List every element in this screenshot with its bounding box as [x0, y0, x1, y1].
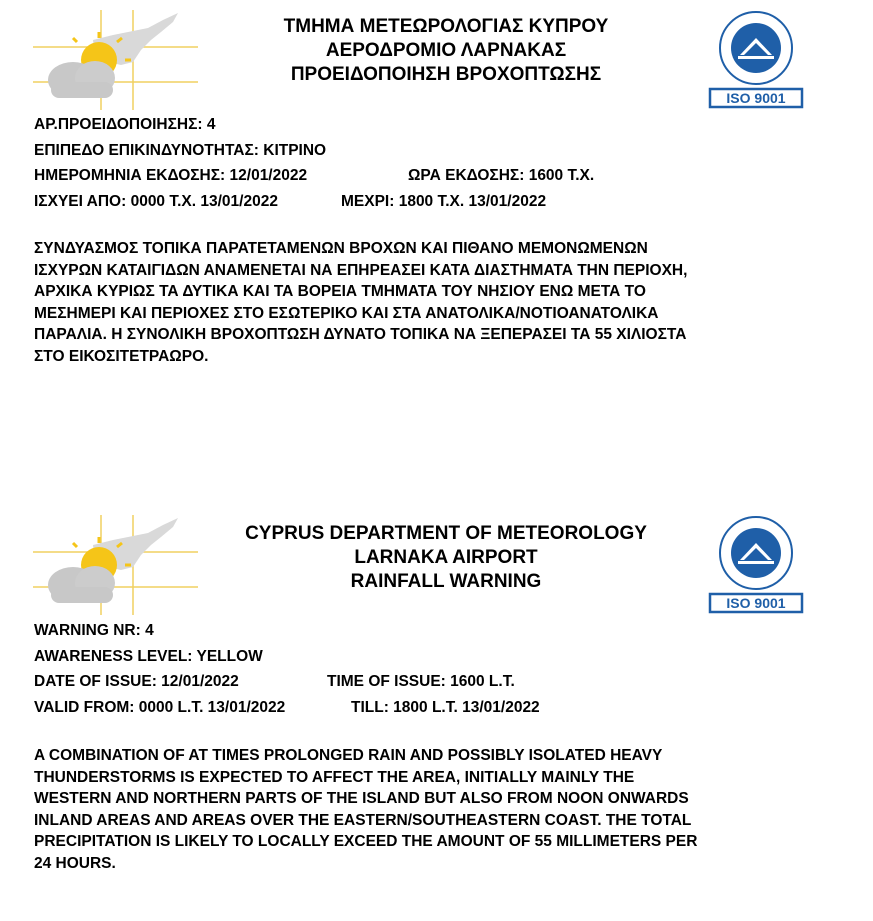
greek-text-line: ΣΥΝΔΥΑΣΜΟΣ ΤΟΠΙΚΑ ΠΑΡΑΤΕΤΑΜΕΝΩΝ ΒΡΟΧΩΝ ΚΑΙ ΠΙΘΑΝΟ ΜΕΜΟΝΩΜΕΝΩΝ: [34, 240, 648, 257]
greek-meta-block: [34, 112, 834, 214]
english-text-line: THUNDERSTORMS IS EXPECTED TO AFFECT THE AREA, INITIALLY MAINLY THE: [34, 768, 635, 786]
greek-date-of-issue: ΗΜΕΡΟΜΗΝΙΑ ΕΚΔΟΣΗΣ: 12/01/2022: [34, 167, 308, 184]
iso-certification-icon: [700, 515, 812, 615]
english-text-line: INLAND AREAS AND AREAS OVER THE EASTERN/SOUTHEASTERN COAST. THE TOTAL: [34, 811, 692, 829]
greek-warning-nr: ΑΡ.ΠΡΟΕΙΔΟΠΟΙΗΣΗΣ: 4: [34, 116, 216, 133]
greek-valid-from: ΙΣΧΥΕΙ ΑΠΟ: 0000 Τ.Χ. 13/01/2022: [34, 192, 278, 210]
greek-text-line: ΠΑΡΑΛΙΑ. Η ΣΥΝΟΛΙΚΗ ΒΡΟΧΟΠΤΩΣΗ ΔΥΝΑΤΟ ΤΟΠΙΚΑ ΝΑ ΞΕΠΕΡΑΣΕΙ ΤΑ 55 ΧΙΛΙΟΣΤΑ: [34, 326, 687, 343]
english-valid-till: TILL: 1800 L.T. 13/01/2022: [351, 698, 540, 716]
greek-awareness-level: ΕΠΙΠΕΔΟ ΕΠΙΚΙΝΔΥΝΟΤΗΤΑΣ: ΚΙΤΡΙΝΟ: [34, 141, 327, 159]
svg-text:ISO 9001: ISO 9001: [726, 90, 786, 106]
greek-time-of-issue: ΩΡΑ ΕΚΔΟΣΗΣ: 1600 Τ.Χ.: [408, 167, 595, 184]
greek-text-line: ΣΤΟ ΕΙΚΟΣΙΤΕΤΡΑΩΡΟ.: [34, 347, 209, 365]
svg-text:ISO 9001: ISO 9001: [726, 595, 786, 611]
greek-title-line-2: ΑΕΡΟΔΡΟΜΙΟ ΛΑΡΝΑΚΑΣ: [325, 40, 567, 61]
greek-warning-text: [34, 238, 824, 367]
greek-text-line: ΙΣΧΥΡΩΝ ΚΑΤΑΙΓΙΔΩΝ ΑΝΑΜΕΝΕΤΑΙ ΝΑ ΕΠΗΡΕΑΣΕΙ ΚΑΤΑ ΔΙΑΣΤΗΜΑΤΑ ΤΗΝ ΠΕΡΙΟΧΗ,: [34, 261, 688, 279]
english-title-line-3: RAINFALL WARNING: [350, 571, 542, 592]
english-warning-nr: WARNING NR: 4: [34, 622, 154, 639]
english-date-of-issue: DATE OF ISSUE: 12/01/2022: [34, 673, 239, 690]
english-title-block: [200, 522, 692, 594]
greek-valid-till: ΜΕΧΡΙ: 1800 Τ.Χ. 13/01/2022: [341, 192, 547, 210]
english-text-line: 24 HOURS.: [34, 854, 116, 872]
greek-title-line-3: ΠΡΟΕΙΔΟΠΟΙΗΣΗ ΒΡΟΧΟΠΤΩΣΗΣ: [290, 64, 602, 85]
greek-title-block: [200, 15, 692, 87]
greek-text-line: ΜΕΣΗΜΕΡΙ ΚΑΙ ΠΕΡΙΟΧΕΣ ΣΤΟ ΕΣΩΤΕΡΙΚΟ ΚΑΙ ΣΤΑ ΑΝΑΤΟΛΙΚΑ/ΝΟΤΙΟΑΝΑΤΟΛΙΚΑ: [34, 304, 659, 322]
english-valid-from: VALID FROM: 0000 L.T. 13/01/2022: [34, 698, 286, 716]
english-text-line: PRECIPITATION IS LIKELY TO LOCALLY EXCEED THE AMOUNT OF 55 MILLIMETERS PER: [34, 833, 698, 850]
cyprus-weather-logo-icon: [33, 10, 198, 110]
english-title-line-1: CYPRUS DEPARTMENT OF METEOROLOGY: [245, 523, 647, 544]
iso-certification-icon: [700, 10, 812, 110]
greek-text-line: ΑΡΧΙΚΑ ΚΥΡΙΩΣ ΤΑ ΔΥΤΙΚΑ ΚΑΙ ΤΑ ΒΟΡΕΙΑ ΤΜΗΜΑΤΑ ΤΟΥ ΝΗΣΙΟΥ ΕΝΩ ΜΕΤΑ ΤΟ: [34, 283, 646, 300]
english-awareness-level: AWARENESS LEVEL: YELLOW: [34, 647, 263, 665]
english-text-line: WESTERN AND NORTHERN PARTS OF THE ISLAND BUT ALSO FROM NOON ONWARDS: [34, 790, 689, 807]
english-warning-text: [34, 745, 824, 874]
cyprus-weather-logo-icon: [33, 515, 198, 615]
english-title-line-2: LARNAKA AIRPORT: [354, 547, 538, 568]
greek-title-line-1: ΤΜΗΜΑ ΜΕΤΕΩΡΟΛΟΓΙΑΣ ΚΥΠΡΟΥ: [283, 16, 609, 37]
english-time-of-issue: TIME OF ISSUE: 1600 L.T.: [327, 673, 515, 690]
english-meta-block: [34, 618, 834, 720]
english-text-line: A COMBINATION OF AT TIMES PROLONGED RAIN AND POSSIBLY ISOLATED HEAVY: [34, 747, 663, 764]
